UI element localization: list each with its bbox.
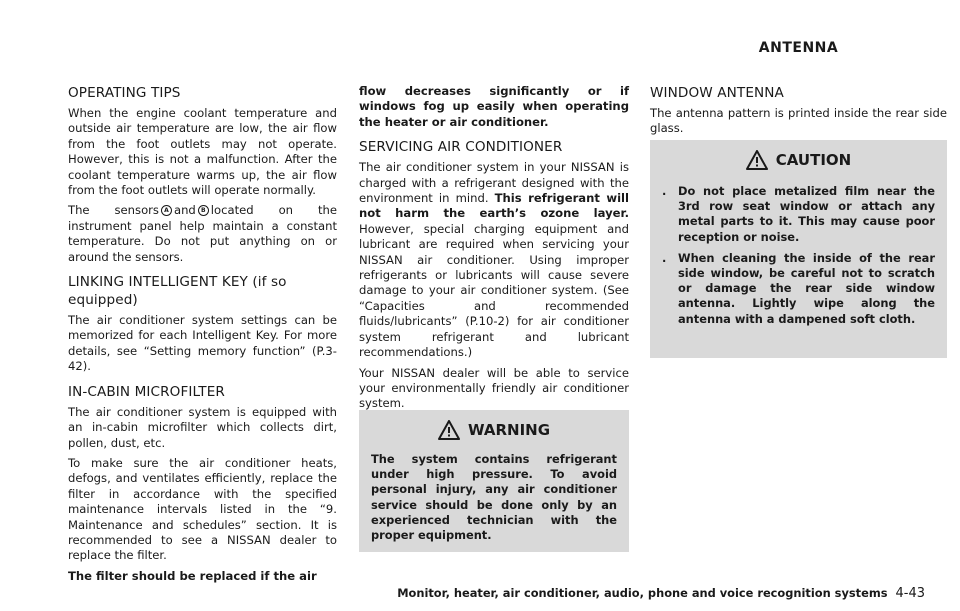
caution-item-text: Do not place metalized film near the 3rd row seat window or attach any metal parts to it. This may cause poor reception or noise. [678, 184, 935, 244]
paragraph-linking-key: The air conditioner system settings can be memorized for each Intelligent Key. For more details, see “Setting memory function” (P.3-42). [68, 313, 337, 374]
paragraph-operating-tips: When the engine coolant temperature and outside air temperature are low, the air flow from the foot outlets may not operate. However, this is not a malfunction. After the coolant temperature warms up, the air flow from the foot outlets will operate normally. [68, 106, 337, 198]
caution-item [662, 251, 935, 327]
caution-item [662, 184, 935, 245]
sensor-b-icon: B [198, 205, 209, 216]
column-3 [650, 0, 947, 137]
warning-title: WARNING [467, 421, 551, 439]
caution-list [662, 184, 935, 327]
heading-linking-key: LINKING INTELLIGENT KEY (if so equipped) [68, 274, 287, 309]
heading-microfilter: IN-CABIN MICROFILTER [68, 383, 225, 400]
warning-title-row [359, 420, 629, 440]
paragraph-sensors [68, 203, 337, 265]
caution-item-text: When cleaning the inside of the rear side window, be careful not to scratch or damage the rear side window antenna. Lightly wipe along the antenna with a dampened soft cloth. [678, 250, 935, 326]
paragraph-dealer: Your NISSAN dealer will be able to service your environmentally friendly air conditioner system. [359, 365, 629, 411]
sensor-a-icon: A [161, 205, 172, 216]
column-1 [68, 0, 337, 584]
servicing-text-pre: The air conditioner system in your NISSAN is charged with a refrigerant designed with the environment in mind. [359, 160, 629, 206]
caution-title: CAUTION [775, 151, 852, 169]
page-footer [350, 586, 925, 601]
warning-text: The system contains refrigerant under high pressure. To avoid personal injury, any air conditioner service should be done only by an experienced technician with the proper equipment. [371, 452, 617, 543]
paragraph-microfilter: The air conditioner system is equipped with an in-cabin microfilter which collects dirt, pollen, dust, etc. [68, 404, 337, 450]
paragraph-filter-bold: The filter should be replaced if the air [68, 568, 317, 583]
sensors-text-post: located on the instrument panel help maintain a constant temperature. Do not put anything on or around the sensors. [68, 203, 337, 264]
caution-title-row [650, 150, 947, 170]
paragraph-servicing [359, 160, 629, 360]
sensors-text-and: and [173, 203, 196, 218]
servicing-text-bold: This refrigerant will not harm the earth’s ozone layer. [359, 191, 630, 221]
warning-box [359, 410, 629, 552]
caution-box [650, 140, 947, 358]
paragraph-replace-filter: To make sure the air conditioner heats, defogs, and ventilates efficiently, replace the filter in accordance with the specified maintenance intervals listed in the “9. Maintenance and schedules” section. It is recommended to see a NISSAN dealer to replace the filter. [68, 455, 337, 563]
caution-bullet: . [662, 184, 667, 198]
caution-triangle-icon [746, 150, 768, 170]
heading-window-antenna: WINDOW ANTENNA [650, 85, 784, 101]
warning-triangle-icon [438, 420, 460, 440]
paragraph-antenna: The antenna pattern is printed inside the rear side glass. [650, 106, 947, 136]
paragraph-flow-bold: flow decreases significantly or if windows fog up easily when operating the heater or air conditioner. [359, 84, 629, 129]
heading-servicing: SERVICING AIR CONDITIONER [359, 139, 563, 156]
sensors-text-pre: The sensors [68, 203, 159, 218]
heading-operating-tips: OPERATING TIPS [68, 85, 181, 101]
section-header: ANTENNA [758, 40, 839, 56]
servicing-text-post: However, special charging equipment and lubricant are required when servicing your NISSAN air conditioner. Using improper refrigerants or lubricants will cause severe damage to your air conditioner system. (See “Capacities and recommended fluids/lubricants” (P.10-2) for air conditioner system refrigerant and lubricant recommendations.) [359, 221, 629, 360]
column-2 [359, 0, 629, 412]
footer-text: Monitor, heater, air conditioner, audio, phone and voice recognition systems [397, 586, 888, 600]
page-number: 4-43 [895, 586, 925, 601]
caution-bullet: . [662, 250, 667, 265]
